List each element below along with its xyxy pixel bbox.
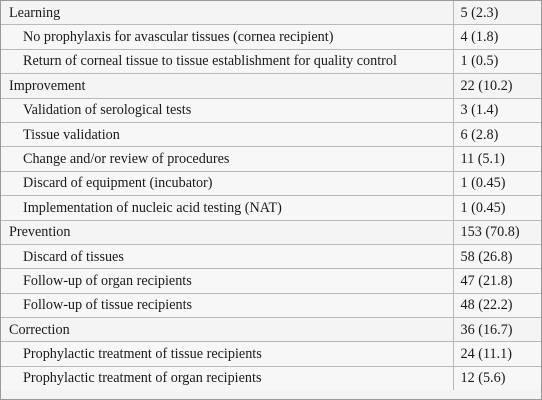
measures-table bbox=[1, 1, 541, 390]
row-label: Discard of equipment (incubator) bbox=[1, 171, 453, 195]
row-label: Tissue validation bbox=[1, 122, 453, 146]
table-row bbox=[1, 49, 541, 73]
table-row bbox=[1, 122, 541, 146]
row-label: Prophylactic treatment of tissue recipients bbox=[1, 342, 453, 366]
row-value: 24 (11.1) bbox=[453, 342, 541, 366]
row-value: 47 (21.8) bbox=[453, 269, 541, 293]
row-label: Correction bbox=[1, 318, 453, 342]
row-label: No prophylaxis for avascular tissues (cornea recipient) bbox=[1, 25, 453, 49]
row-value: 1 (0.5) bbox=[453, 49, 541, 73]
row-label: Validation of serological tests bbox=[1, 98, 453, 122]
row-label: Discard of tissues bbox=[1, 244, 453, 268]
table-row bbox=[1, 244, 541, 268]
table-row bbox=[1, 171, 541, 195]
row-label: Follow-up of organ recipients bbox=[1, 269, 453, 293]
row-value: 48 (22.2) bbox=[453, 293, 541, 317]
row-label: Return of corneal tissue to tissue establishment for quality control bbox=[1, 49, 453, 73]
table-row-prevention bbox=[1, 220, 541, 244]
row-value: 12 (5.6) bbox=[453, 366, 541, 390]
row-value: 1 (0.45) bbox=[453, 196, 541, 220]
row-value: 1 (0.45) bbox=[453, 171, 541, 195]
table-row-improvement bbox=[1, 74, 541, 98]
table-row bbox=[1, 293, 541, 317]
table-row bbox=[1, 269, 541, 293]
table-row bbox=[1, 25, 541, 49]
table-row bbox=[1, 366, 541, 390]
row-value: 36 (16.7) bbox=[453, 318, 541, 342]
row-value: 153 (70.8) bbox=[453, 220, 541, 244]
table-row bbox=[1, 342, 541, 366]
row-label: Prophylactic treatment of organ recipients bbox=[1, 366, 453, 390]
row-label: Change and/or review of procedures bbox=[1, 147, 453, 171]
row-label: Implementation of nucleic acid testing (NAT) bbox=[1, 196, 453, 220]
row-value: 6 (2.8) bbox=[453, 122, 541, 146]
table-row bbox=[1, 98, 541, 122]
row-value: 58 (26.8) bbox=[453, 244, 541, 268]
row-label: Improvement bbox=[1, 74, 453, 98]
table-row-learning bbox=[1, 1, 541, 25]
row-value: 4 (1.8) bbox=[453, 25, 541, 49]
row-value: 11 (5.1) bbox=[453, 147, 541, 171]
table-row-correction bbox=[1, 318, 541, 342]
row-value: 5 (2.3) bbox=[453, 1, 541, 25]
table-row bbox=[1, 196, 541, 220]
row-value: 3 (1.4) bbox=[453, 98, 541, 122]
table-row bbox=[1, 147, 541, 171]
row-label: Prevention bbox=[1, 220, 453, 244]
row-value: 22 (10.2) bbox=[453, 74, 541, 98]
row-label: Follow-up of tissue recipients bbox=[1, 293, 453, 317]
row-label: Learning bbox=[1, 1, 453, 25]
